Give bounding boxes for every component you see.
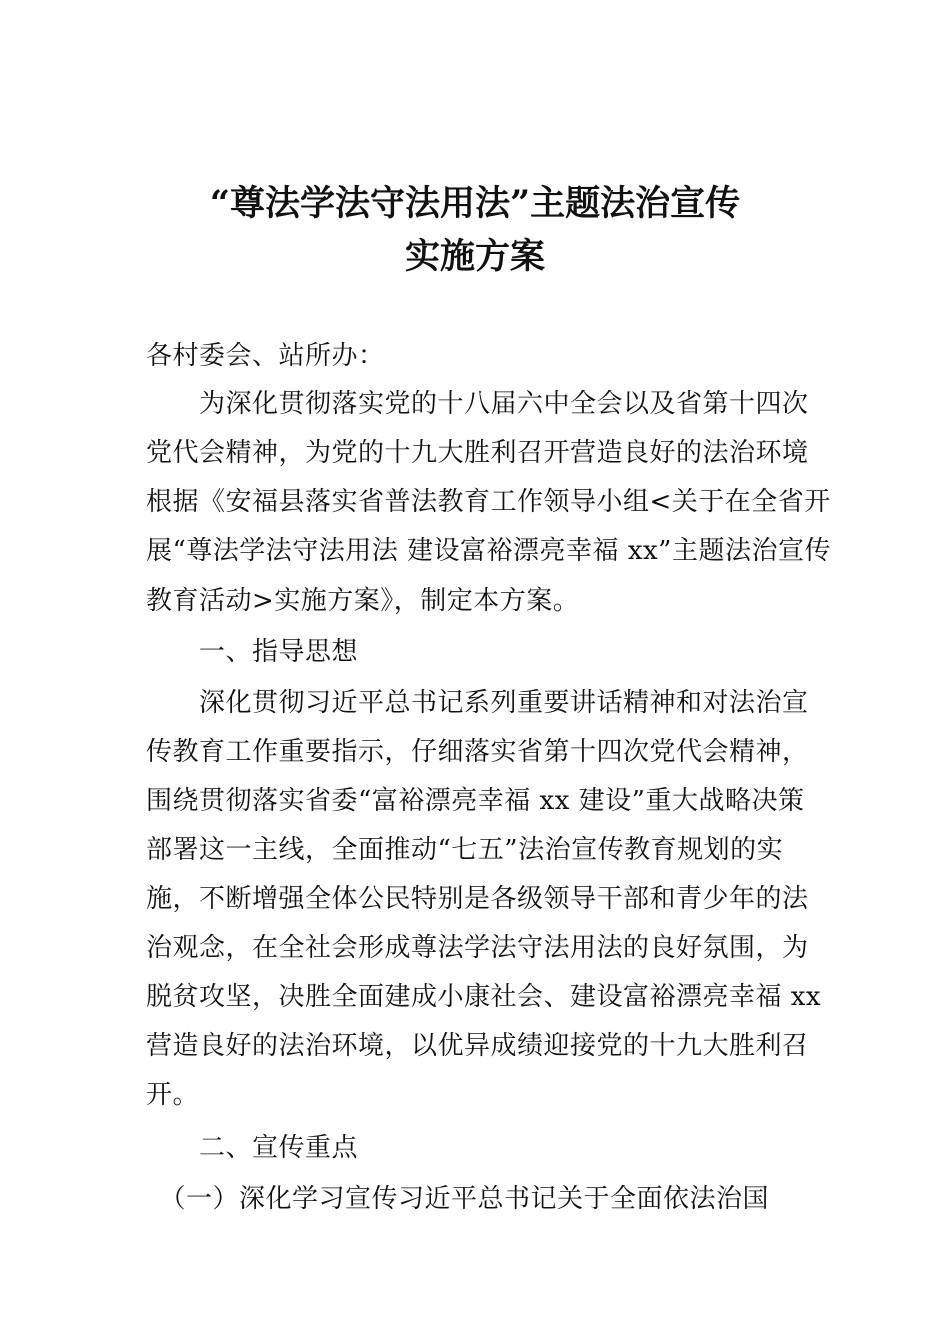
body-line: 开。 bbox=[146, 1080, 200, 1110]
body-line: 为深化贯彻落实党的十八届六中全会以及省第十四次 bbox=[146, 389, 809, 419]
section-heading-publicity-focus: 二、宣传重点 bbox=[146, 1133, 359, 1163]
body-line: 脱贫攻坚，决胜全面建成小康社会、建设富裕漂亮幸福 xx bbox=[146, 982, 822, 1012]
document-title-line-2: 实施方案 bbox=[404, 236, 545, 277]
addressee-line: 各村委会、站所办： bbox=[146, 341, 385, 371]
body-line: 党代会精神，为党的十九大胜利召开营造良好的法治环境 bbox=[146, 438, 809, 468]
body-line: 展“尊法学法守法用法 建设富裕漂亮幸福 xx”主题法治宣传 bbox=[146, 536, 831, 566]
body-line: 教育活动>实施方案》，制定本方案。 bbox=[146, 586, 580, 616]
body-line: 施，不断增强全体公民特别是各级领导干部和青少年的法 bbox=[146, 884, 809, 914]
subsection-heading-1: （一）深化学习宣传习近平总书记关于全面依法治国 bbox=[146, 1184, 770, 1214]
document-title-line-1: “尊法学法守法用法”主题法治宣传 bbox=[209, 183, 741, 224]
section-heading-guiding-ideology: 一、指导思想 bbox=[146, 637, 359, 667]
body-line: 根据《安福县落实省普法教育工作领导小组<关于在全省开 bbox=[146, 487, 831, 517]
body-line: 部署这一主线，全面推动“七五”法治宣传教育规划的实 bbox=[146, 835, 784, 865]
body-line: 营造良好的法治环境，以优异成绩迎接党的十九大胜利召 bbox=[146, 1031, 809, 1061]
body-line: 深化贯彻习近平总书记系列重要讲话精神和对法治宣 bbox=[146, 688, 809, 718]
body-line: 传教育工作重要指示，仔细落实省第十四次党代会精神， bbox=[146, 737, 809, 767]
body-line: 治观念，在全社会形成尊法学法守法用法的良好氛围，为 bbox=[146, 933, 809, 963]
body-line: 围绕贯彻落实省委“富裕漂亮幸福 xx 建设”重大战略决策 bbox=[146, 786, 805, 816]
